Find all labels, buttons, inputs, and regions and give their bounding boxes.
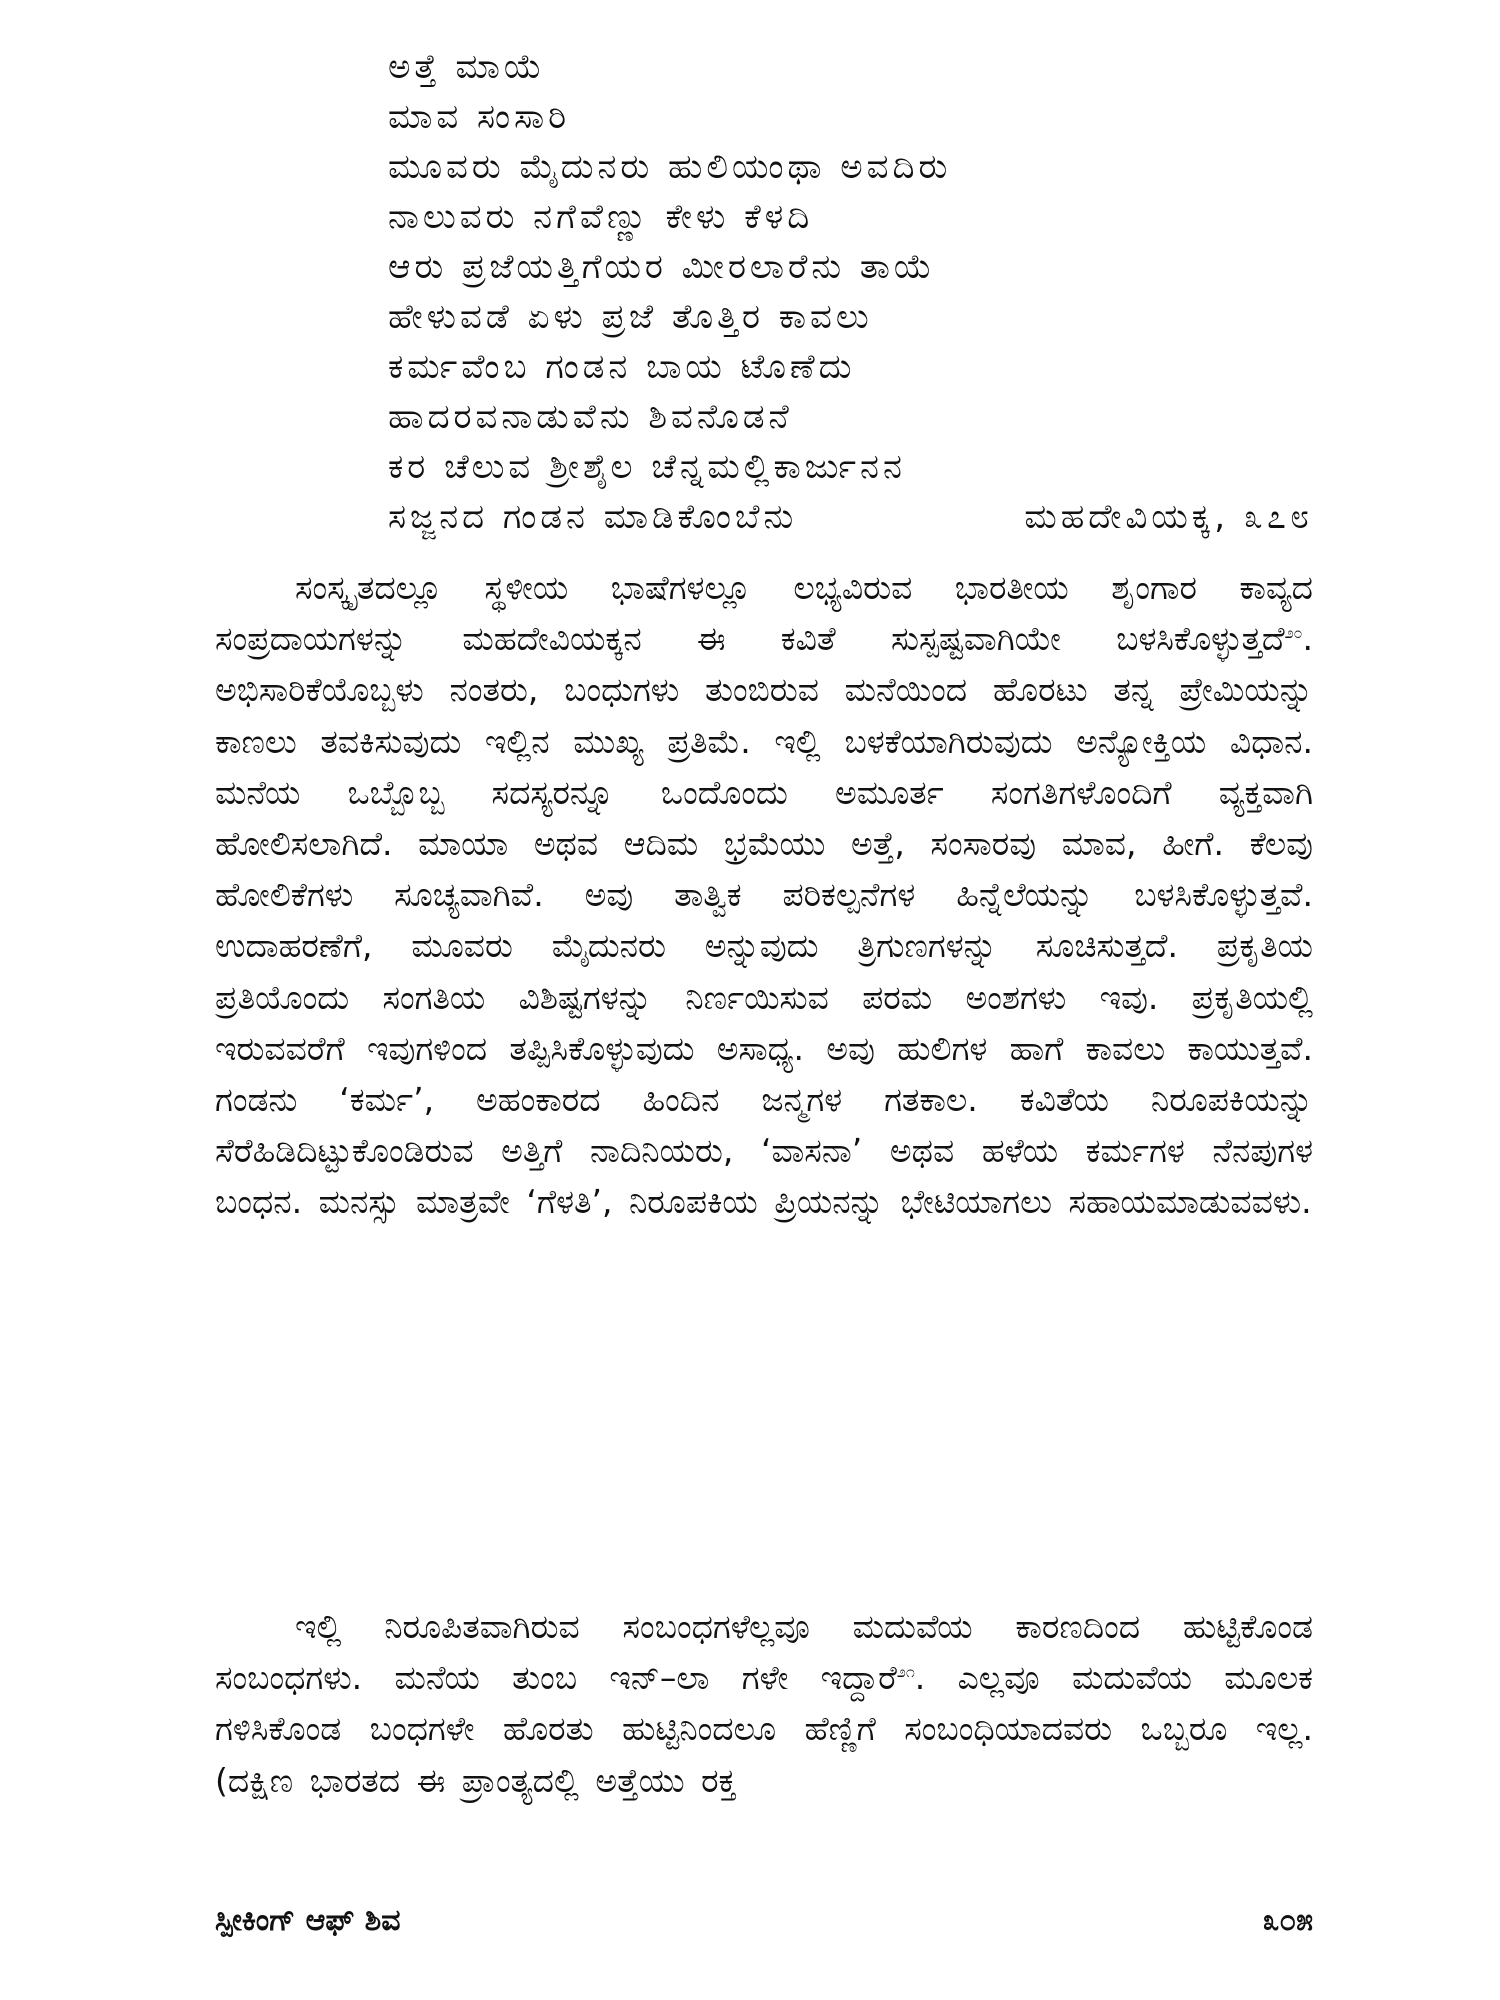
poem-line: ಕರ ಚೆಲುವ ಶ್ರೀಶೈಲ ಚೆನ್ನಮಲ್ಲಿಕಾರ್ಜುನನ: [388, 447, 906, 487]
paragraph-1-text-a: ಸಂಸ್ಕೃತದಲ್ಲೂ ಸ್ಥಳೀಯ ಭಾಷೆಗಳಲ್ಲೂ ಲಭ್ಯವಿರುವ ಭಾರತೀಯ ಶೃಂಗಾರ ಕಾವ್ಯದ ಸಂಪ್ರದಾಯಗಳನ್ನು ಮಹದೇವಿಯಕ್ಕನ ಈ ಕವಿತೆ ಸುಸ್ಪಷ್ಟವಾಗಿಯೇ ಬಳಸಿಕೊಳ್ಳುತ್ತದೆ: [215, 568, 1313, 659]
paragraph-1-text-b: . ಅಭಿಸಾರಿಕೆಯೊಬ್ಬಳು ನಂತರು, ಬಂಧುಗಳು ತುಂಬಿರುವ ಮನೆಯಿಂದ ಹೊರಟು ತನ್ನ ಪ್ರೇಮಿಯನ್ನು ಕಾಣಲು ತವಕಿಸುವುದು ಇಲ್ಲಿನ ಮುಖ್ಯ ಪ್ರತಿಮೆ. ಇಲ್ಲಿ ಬಳಕೆಯಾಗಿರುವುದು ಅನ್ಯೋಕ್ತಿಯ ವಿಧಾನ. ಮನೆಯ ಒಬ್ಬೊಬ್ಬ ಸದಸ್ಯರನ್ನೂ ಒಂದೊಂದು ಅಮೂರ್ತ ಸಂಗತಿಗಳೊಂದಿಗೆ ವ್ಯಕ್ತವಾಗಿ ಹೋಲಿಸಲಾಗಿದೆ. ಮಾಯಾ ಅಥವ ಆದಿಮ ಭ್ರಮೆಯು ಅತ್ತೆ, ಸಂಸಾರವು ಮಾವ, ಹೀಗೆ. ಕೆಲವು ಹೋಲಿಕೆಗಳು ಸೂಚ್ಯವಾಗಿವೆ. ಅವು ತಾತ್ವಿಕ ಪರಿಕಲ್ಪನೆಗಳ ಹಿನ್ನೆಲೆಯನ್ನು ಬಳಸಿಕೊಳ್ಳುತ್ತವೆ. ಉದಾಹರಣೆಗೆ, ಮೂವರು ಮೈದುನರು ಅನ್ನುವುದು ತ್ರಿಗುಣಗಳನ್ನು ಸೂಚಿಸುತ್ತದೆ. ಪ್ರಕೃತಿಯ ಪ್ರತಿಯೊಂದು ಸಂಗತಿಯ ವಿಶಿಷ್ಟಗಳನ್ನು ನಿರ್ಣಯಿಸುವ ಪರಮ ಅಂಶಗಳು ಇವು. ಪ್ರಕೃತಿಯಲ್ಲಿ ಇರುವವರೆಗೆ ಇವುಗಳಿಂದ ತಪ್ಪಿಸಿಕೊಳ್ಳುವುದು ಅಸಾಧ್ಯ. ಅವು ಹುಲಿಗಳ ಹಾಗೆ ಕಾವಲು ಕಾಯುತ್ತವೆ. ಗಂಡನು ‘ಕರ್ಮ’, ಅಹಂಕಾರದ ಹಿಂದಿನ ಜನ್ಮಗಳ ಗತಕಾಲ. ಕವಿತೆಯ ನಿರೂಪಕಿಯನ್ನು ಸೆರೆಹಿಡಿದಿಟ್ಟುಕೊಂಡಿರುವ ಅತ್ತಿಗೆ ನಾದಿನಿಯರು, ‘ವಾಸನಾ’ ಅಥವ ಹಳೆಯ ಕರ್ಮಗಳ ನೆನಪುಗಳ ಬಂಧನ. ಮನಸ್ಸು ಮಾತ್ರವೇ ‘ಗೆಳತಿ’, ನಿರೂಪಕಿಯ ಪ್ರಿಯನನ್ನು ಭೇಟಿಯಾಗಲು ಸಹಾಯಮಾಡುವವಳು.: [215, 619, 1313, 1222]
poem-line: ಅತ್ತೆ ಮಾಯೆ: [388, 47, 546, 87]
poem-attribution: ಮಹದೇವಿಯಕ್ಕ, ೩೭೮: [1024, 497, 1313, 537]
poem-line: ಕರ್ಮವೆಂಬ ಗಂಡನ ಬಾಯ ಟೊಣೆದು: [388, 347, 856, 387]
poem-last-line: ಸಜ್ಜನದ ಗಂಡನ ಮಾಡಿಕೊಂಬೆನು: [388, 497, 798, 537]
poem-last-line-row: [388, 492, 1313, 542]
poem-line: ನಾಲುವರು ನಗೆವೆಣ್ಣು ಕೇಳು ಕೆಳದಿ: [388, 197, 814, 237]
page-number: ೩೦೫: [1262, 1903, 1313, 1938]
poem-line: ಮೂವರು ಮೈದುನರು ಹುಲಿಯಂಥಾ ಅವದಿರು: [388, 147, 952, 187]
book-title: ಸ್ಪೀಕಿಂಗ್ ಆಫ್ ಶಿವ: [215, 1903, 401, 1938]
paragraph-2: [215, 1601, 1313, 1806]
poem-line: ಹೇಳುವಡೆ ಏಳು ಪ್ರಜೆ ತೊತ್ತಿರ ಕಾವಲು: [388, 297, 873, 337]
poem: [388, 42, 1313, 542]
paragraph-1: [215, 562, 1313, 1228]
poem-line: ಹಾದರವನಾಡುವೆನು ಶಿವನೊಡನೆ: [388, 397, 793, 437]
paragraph-2-text-b: . ಎಲ್ಲವೂ ಮದುವೆಯ ಮೂಲಕ ಗಳಿಸಿಕೊಂಡ ಬಂಧಗಳೇ ಹೊರತು ಹುಟ್ಟಿನಿಂದಲೂ ಹೆಣ್ಣಿಗೆ ಸಂಬಂಧಿಯಾದವರು ಒಬ್ಬರೂ ಇಲ್ಲ. (ದಕ್ಷಿಣ ಭಾರತದ ಈ ಪ್ರಾಂತ್ಯದಲ್ಲಿ ಅತ್ತೆಯು ರಕ್ತ: [215, 1658, 1313, 1800]
poem-line: ಮಾವ ಸಂಸಾರಿ: [388, 97, 571, 137]
footnote-ref-21: ೨೧: [896, 1662, 915, 1682]
poem-line: ಆರು ಪ್ರಜೆಯತ್ತಿಗೆಯರ ಮೀರಲಾರೆನು ತಾಯೆ: [388, 247, 936, 287]
paragraph-2-text-a: ಇಲ್ಲಿ ನಿರೂಪಿತವಾಗಿರುವ ಸಂಬಂಧಗಳೆಲ್ಲವೂ ಮದುವೆಯ ಕಾರಣದಿಂದ ಹುಟ್ಟಿಕೊಂಡ ಸಂಬಂಧಗಳು. ಮನೆಯ ತುಂಬ ಇನ್–ಲಾ ಗಳೇ ಇದ್ದಾರೆ: [215, 1607, 1313, 1698]
page-footer: [215, 1903, 1313, 1938]
footnote-ref-20: ೨೦: [1284, 623, 1303, 643]
